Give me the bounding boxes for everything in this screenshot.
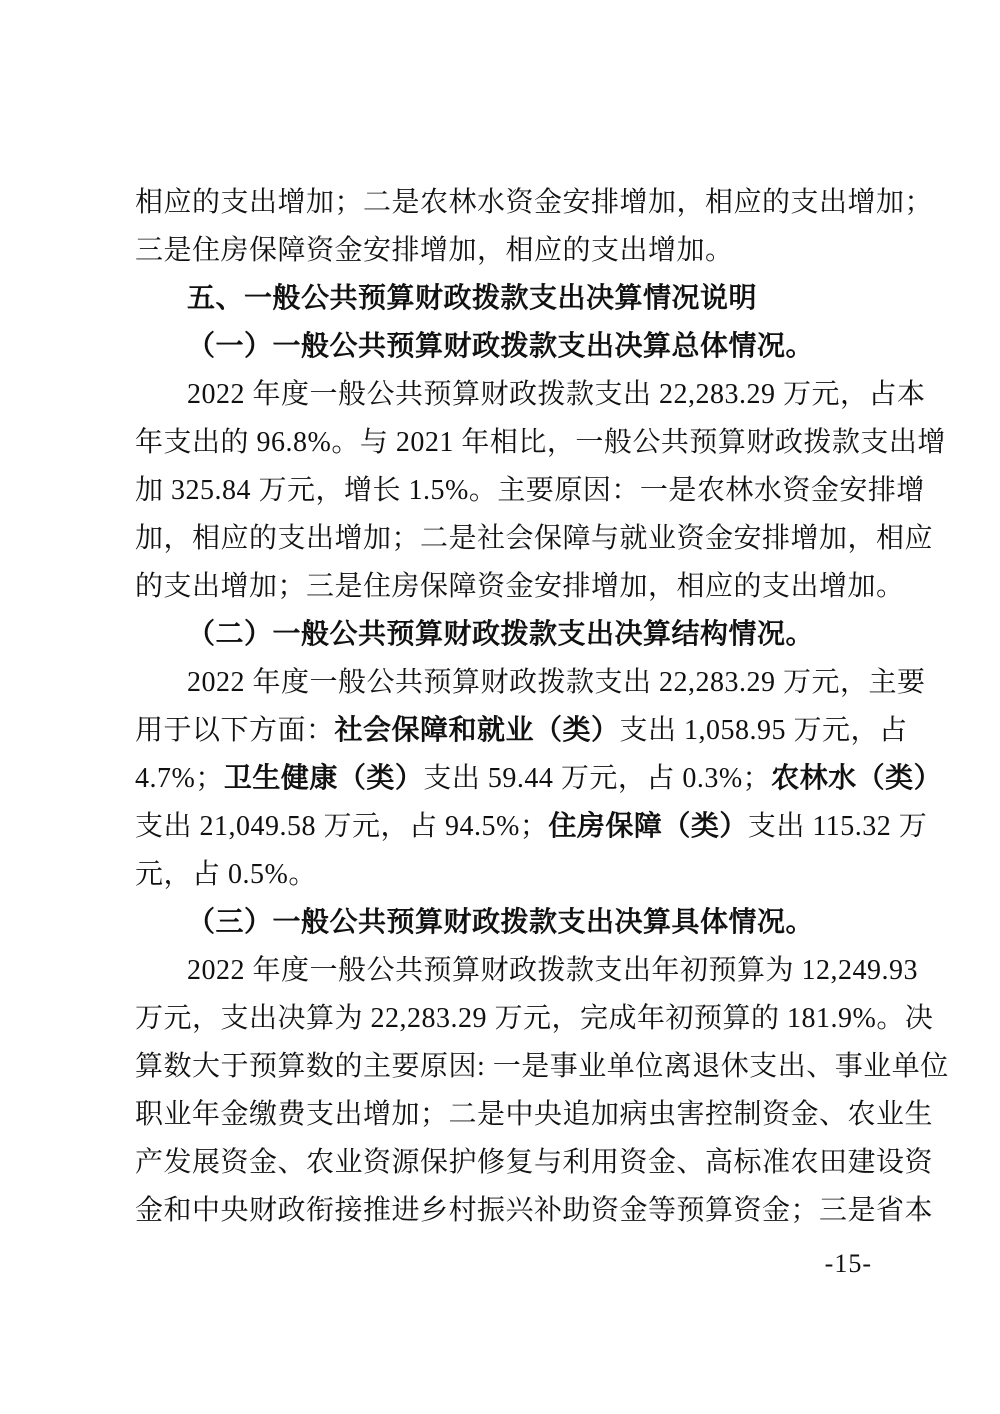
text-run: 支出 21,049.58 万元，占 94.5%； <box>135 811 549 842</box>
text-line <box>135 515 934 563</box>
text-line <box>135 707 908 755</box>
bold-text-run: 住房保障（类） <box>548 811 748 842</box>
text-line <box>135 371 926 419</box>
text-line <box>135 179 934 227</box>
text-line <box>135 659 926 707</box>
text-run: 加 325.84 万元，增长 1.5%。主要原因：一是农林水资金安排增 <box>135 475 925 506</box>
bold-text-run: （三）一般公共预算财政拨款支出决算具体情况。 <box>187 907 815 938</box>
text-run: 支出 115.32 万 <box>747 811 928 842</box>
text-run: 4.7%； <box>135 763 224 794</box>
heading-line <box>135 611 875 659</box>
text-run: 2022 年度一般公共预算财政拨款支出 22,283.29 万元，占本 <box>187 379 926 410</box>
text-line <box>135 803 928 851</box>
text-line <box>135 1139 934 1187</box>
text-run: 2022 年度一般公共预算财政拨款支出年初预算为 12,249.93 <box>187 955 919 986</box>
text-line <box>135 1043 949 1091</box>
bold-text-run: 农林水（类） <box>771 763 943 794</box>
text-run: 支出 1,058.95 万元，占 <box>619 715 908 746</box>
text-line <box>135 755 943 803</box>
text-line <box>135 1091 934 1139</box>
text-line <box>135 563 905 611</box>
heading-line <box>135 323 875 371</box>
text-line <box>135 1187 934 1235</box>
heading-line <box>135 899 875 947</box>
document-body <box>135 179 949 1235</box>
text-line <box>135 947 919 995</box>
bold-text-run: （一）一般公共预算财政拨款支出决算总体情况。 <box>187 331 815 362</box>
bold-text-run: 社会保障和就业（类） <box>334 715 620 746</box>
text-run: 2022 年度一般公共预算财政拨款支出 22,283.29 万元，主要 <box>187 667 926 698</box>
text-line <box>135 419 946 467</box>
text-run: 产发展资金、农业资源保护修复与利用资金、高标准农田建设资 <box>135 1147 934 1178</box>
text-line <box>135 227 875 275</box>
text-run: 三是住房保障资金安排增加，相应的支出增加。 <box>135 235 734 266</box>
text-run: 支出 59.44 万元，占 0.3%； <box>423 763 772 794</box>
text-line <box>135 995 934 1043</box>
text-run: 加，相应的支出增加；二是社会保障与就业资金安排增加，相应 <box>135 523 934 554</box>
text-run: 万元，支出决算为 22,283.29 万元，完成年初预算的 181.9%。决 <box>135 1003 934 1034</box>
text-run: 金和中央财政衔接推进乡村振兴补助资金等预算资金；三是省本 <box>135 1195 934 1226</box>
text-line <box>135 851 875 899</box>
text-run: 元，占 0.5%。 <box>135 859 317 890</box>
bold-text-run: 卫生健康（类） <box>223 763 424 794</box>
text-run: 的支出增加；三是住房保障资金安排增加，相应的支出增加。 <box>135 571 905 602</box>
text-run: 用于以下方面： <box>135 715 335 746</box>
text-run: 相应的支出增加；二是农林水资金安排增加，相应的支出增加； <box>135 187 934 218</box>
bold-text-run: （二）一般公共预算财政拨款支出决算结构情况。 <box>187 619 815 650</box>
heading-line <box>135 275 875 323</box>
text-run: 算数大于预算数的主要原因: 一是事业单位离退休支出、事业单位 <box>135 1051 949 1082</box>
text-run: 职业年金缴费支出增加；二是中央追加病虫害控制资金、农业生 <box>135 1099 934 1130</box>
text-line <box>135 467 925 515</box>
text-run: 年支出的 96.8%。与 2021 年相比，一般公共预算财政拨款支出增 <box>135 427 946 458</box>
page-number: -15- <box>824 1249 872 1278</box>
bold-text-run: 五、一般公共预算财政拨款支出决算情况说明 <box>187 283 758 314</box>
